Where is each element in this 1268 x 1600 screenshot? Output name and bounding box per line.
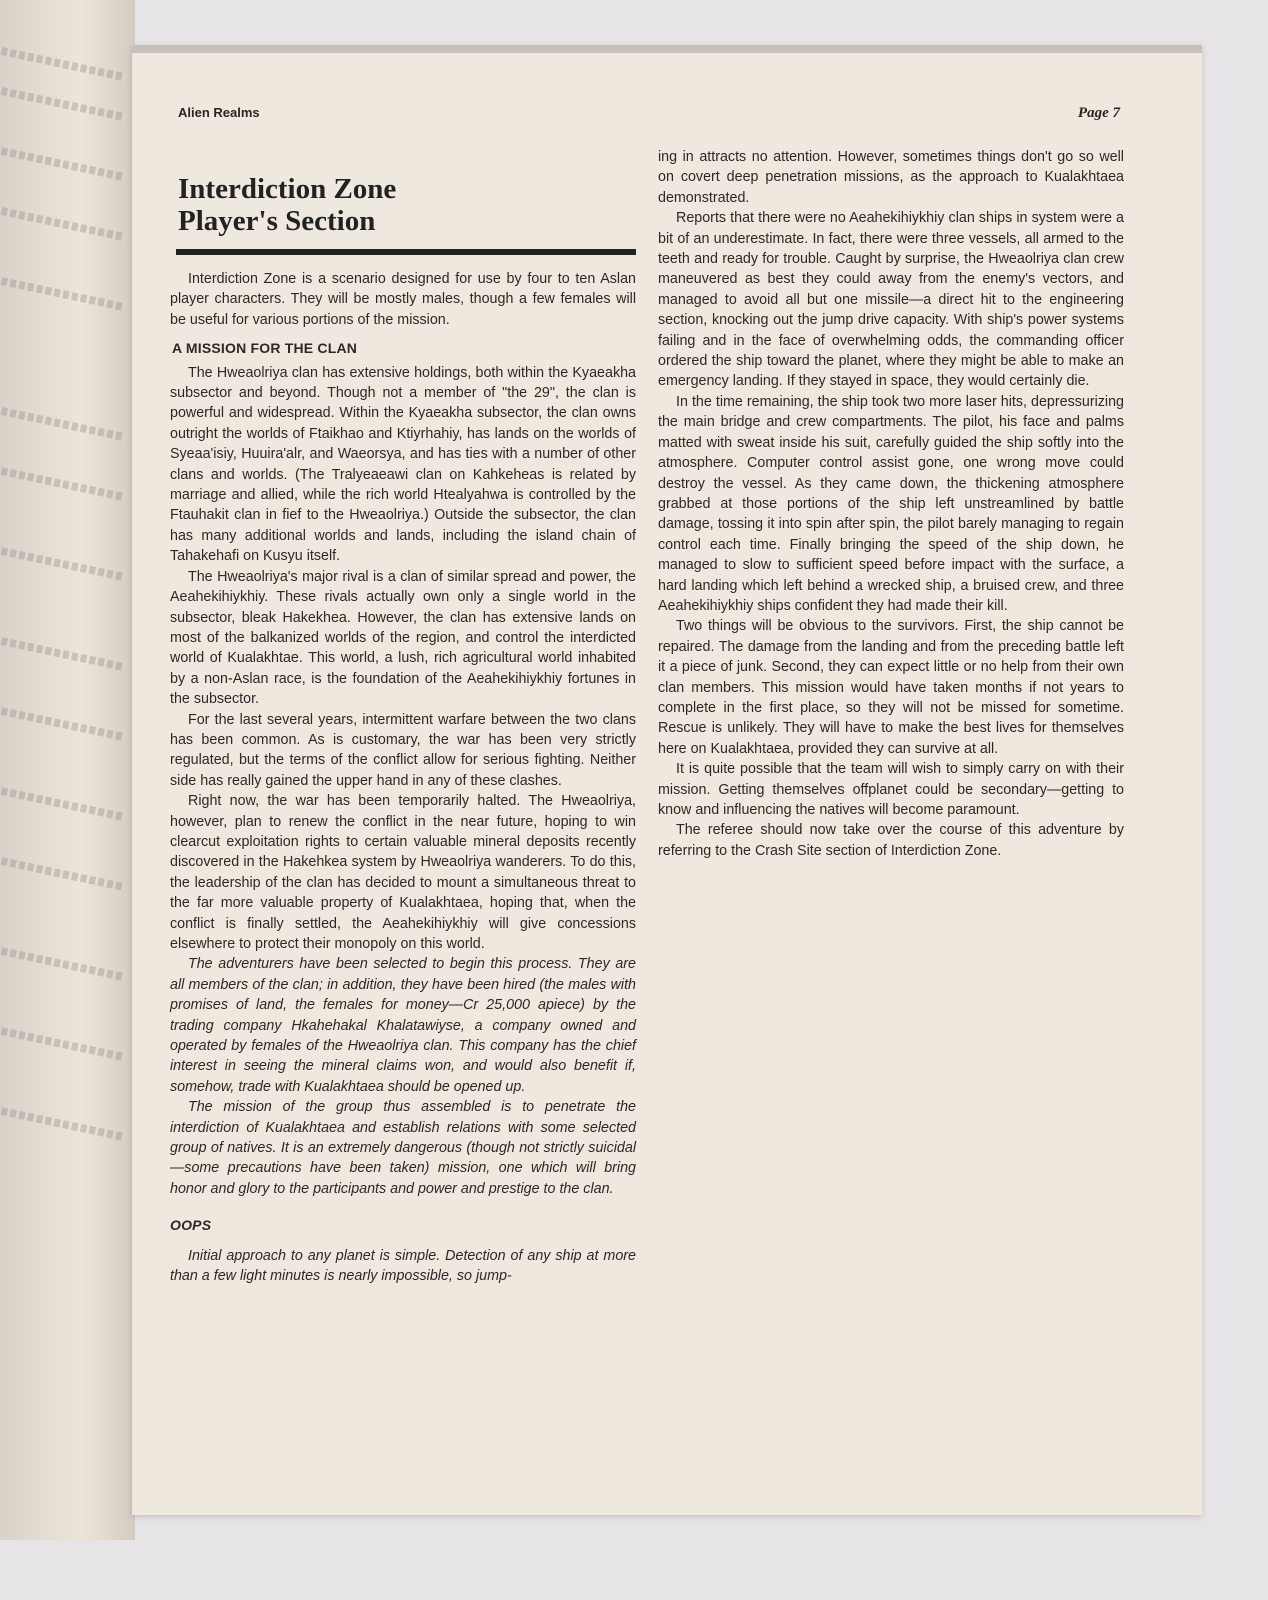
paragraph: Right now, the war has been temporarily halted. The Hweaolriya, however, plan to renew the conflict in the near future, hoping to win clearcut exploitation rights to certain valuable mineral deposits recently discovered in the Hakehkea system by Hweaolriya wanderers. To do this, the leadership of the clan has decided to mount a simultaneous threat to the far more valuable property of Kualakhtaea, hoping that, when the conflict is finally settled, the Aeahekihiykhiy will give concessions elsewhere to protect their monopoly on this world. [170,793,636,952]
title-line-1: Interdiction Zone [178,173,397,205]
paragraph: It is quite possible that the team will wish to simply carry on with their mission. Getting themselves offplanet could be secondary—getting to know and influencing the natives will become paramount. [658,761,1124,818]
page-number: Page 7 [1077,105,1120,121]
paragraph: For the last several years, intermittent warfare between the two clans has been common. As is customary, the war has been very strictly regulated, but the terms of the conflict allow for serious fighting. Neither side has really gained the upper hand in any of these clashes. [170,711,636,789]
title-rule [176,249,636,255]
title-line-2: Player's Section [178,205,376,237]
right-column [658,147,1124,861]
paragraph: In the time remaining, the ship took two more laser hits, depressurizing the main bridge and crew compartments. The pilot, his face and palms matted with sweat inside his suit, carefully guided the ship softly into the atmosphere. Computer control assist gone, one wrong move could destroy the vessel. As they came down, the thickening atmosphere grabbed at those portions of the ship left unstreamlined by battle damage, tossing it into spin after spin, the pilot barely managing to regain control each time. Finally bringing the speed of the ship down, he managed to slow to sufficient speed before impact with the surface, a hard landing which left behind a wrecked ship, a bruised crew, and three Aeahekihiykhiy ships confident they had made their kill. [658,393,1124,614]
left-column [170,145,636,1287]
paragraph: The adventurers have been selected to begin this process. They are all members of the clan; in addition, they have been hired (the males with promises of land, the females for money—Cr 25,000 apiece) by the trading company Hkahehakal Khalatawiyse, a company owned and operated by females of the Hweaolriya clan. This company has the chief interest in seeing the mineral claims won, and would also benefit if, somehow, trade with Kualakhtaea should be opened up. [170,956,636,1095]
intro-paragraph: Interdiction Zone is a scenario designed for use by four to ten Aslan player characters. They will be mostly males, though a few females will be useful for various portions of the mission. [170,271,636,328]
paragraph: Two things will be obvious to the survivors. First, the ship cannot be repaired. The damage from the landing and from the preceding battle left it a piece of junk. Second, they can expect little or no help from their own clan members. This mission would have taken months if not years to complete in the first place, so they will not be missed for sometime. Rescue is unlikely. They will have to make the best lives for themselves here on Kualakhtaea, provided they can survive at all. [658,618,1124,757]
paragraph: Initial approach to any planet is simple. Detection of any ship at more than a few light minutes is nearly impossible, so jump- [170,1247,636,1285]
paragraph: The Hweaolriya's major rival is a clan of similar spread and power, the Aeahekihiykhiy. These rivals actually own only a single world in the subsector, bleak Hakekhea. However, the clan has extensive lands on most of the balkanized worlds of the region, and control the interdicted world of Kualakhtae. This world, a lush, rich agricultural world inhabited by a non-Aslan race, is the foundation of the Aeahekihiykhiy fortunes in the subsector. [170,568,636,708]
heading-oops: OOPS [170,1217,212,1234]
paragraph: The mission of the group thus assembled is to penetrate the interdiction of Kualakhtaea and establish relations with some selected group of natives. It is an extremely dangerous (though not strictly suicidal—some precautions have been taken) mission, one which will bring honor and glory to the participants and power and prestige to the clan. [170,1099,636,1197]
paragraph: Reports that there were no Aeahekihiykhiy clan ships in system were a bit of an underestimate. In fact, there were three vessels, all armed to the teeth and ready for trouble. Caught by surprise, the Hweaolriya clan crew maneuvered as best they could away from the enemy's vectors, and managed to avoid all but one missile—a direct hit to the engineering section, knocking out the jump drive capacity. With ship's power systems failing and in the face of overwhelming odds, the commanding officer ordered the ship toward the planet, where they might be able to make an emergency landing. If they stayed in space, they would certainly die. [658,210,1124,390]
paragraph: The referee should now take over the course of this adventure by referring to the Crash Site section of Interdiction Zone. [658,822,1124,859]
heading-mission: A MISSION FOR THE CLAN [172,340,358,357]
paragraph: The Hweaolriya clan has extensive holdings, both within the Kyaeakha subsector and beyond. Though not a member of "the 29", the clan is powerful and widespread. Within the Kyaeakha subsector, the clan owns outright the worlds of Ftaikhao and Ktiyrhahiy, has lands on the worlds of Syeaa'isiy, Huuira'alr, and Waeorsya, and has ties with a number of other clans and worlds. (The Tralyeaeawi clan on Kahkeheas is related by marriage and allied, while the rich world Htealyahwa is controlled by the Ftauhakit clan in fief to the Hweaolriya.) Outside the subsector, the clan has many additional worlds and lands, including the island chain of Tahakehafi on Kusyu itself. [170,364,636,565]
paragraph-continued: ing in attracts no attention. However, sometimes things don't go so well on covert deep penetration missions, as the approach to Kualakhtaea demonstrated. [658,149,1124,206]
section-title [178,173,636,237]
document-page [132,45,1202,1515]
facing-page-edge [0,0,135,1540]
running-head-title: Alien Realms [178,105,260,120]
